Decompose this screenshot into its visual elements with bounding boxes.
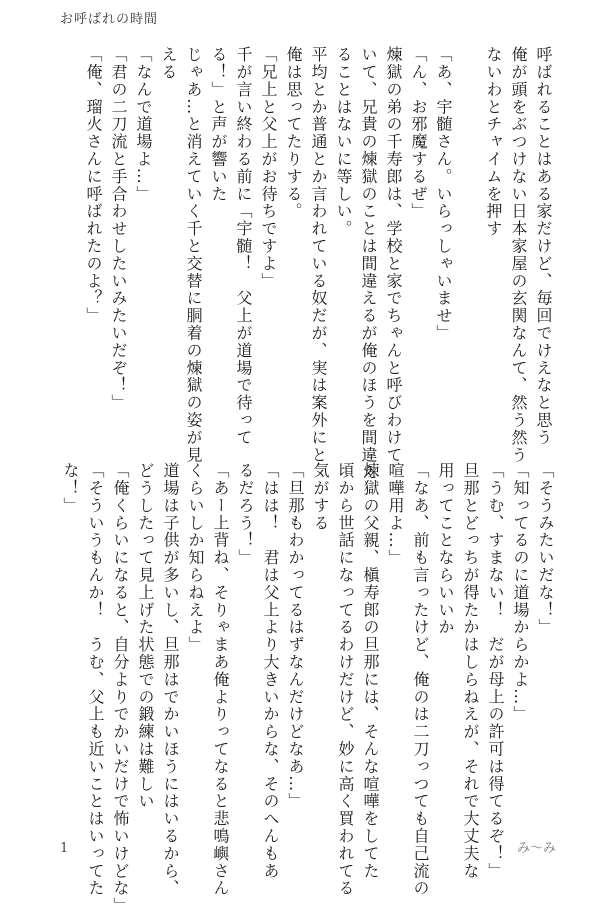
text-line: いて、兄貴の煉獄のことは間違えるが俺のほうを間違え	[359, 46, 378, 481]
text-line: じゃあ…と消えていく千と交替に胴着の煉獄の姿が見	[184, 46, 203, 464]
text-line: るだろう！」	[236, 462, 255, 567]
text-line: 道場は子供が多いし、旦那はでかいほうにはいるから、	[161, 462, 180, 897]
page-number: 1	[60, 841, 69, 856]
text-block-top	[36, 46, 556, 481]
text-line: ないわとチャイムを押す	[484, 46, 503, 238]
text-line: える	[159, 46, 178, 81]
text-line: 気がする	[311, 462, 330, 532]
text-line: 頃から世話になってるわけだけど、妙に高く買われてる	[336, 462, 355, 897]
text-line: 「君の二刀流と手合わせしたいみたいだぞ！」	[109, 46, 128, 412]
text-line: 煉獄の父親、槇寿郎の旦那には、そんな喧嘩をしてた	[361, 462, 380, 880]
text-line: 「知ってるのに道場からかよ…」	[511, 462, 530, 723]
page-header-title: お呼ばれの時間	[60, 12, 159, 27]
text-line: る！」と声が響いた	[209, 46, 228, 203]
text-line: な！」	[61, 462, 80, 515]
text-line: 呼ばれることはある家だけど、毎回でけえなと思う	[534, 46, 553, 447]
text-line: 「旦那もわかってるはずなんだけどなあ…」	[286, 462, 305, 810]
text-line: ることはないに等しい。	[334, 46, 353, 238]
text-line: 「兄上と父上がお待ちですよ」	[259, 46, 278, 290]
text-line: 「うむ、すまない！ だが母上の許可は得てるぞ！」	[486, 462, 505, 880]
text-line: くらいしか知らねえよ」	[186, 462, 205, 654]
text-line: どうしたって見上げた状態での鍛練は難しい	[136, 462, 155, 810]
text-line: 旦那とどっちが得たかはしらねえが、それで大丈夫な	[461, 462, 480, 880]
text-line: 「はは！ 君は父上より大きいからな、そのへんもあ	[261, 462, 280, 880]
text-line: 「あー上背ね、そりゃまあ俺よりってなると悲鳴嶼さん	[211, 462, 230, 897]
text-line: 「なんで道場よ…」	[134, 46, 153, 203]
text-line: 「なあ、前も言ったけど、俺のは二刀っつても自己流の	[411, 462, 430, 897]
author-name: み〜み	[516, 841, 556, 856]
text-line	[456, 46, 481, 418]
text-line: 煉獄の弟の千寿郎は、学校と家でちゃんと呼びわけて	[384, 46, 403, 464]
text-line: 「そうみたいだな！」	[536, 462, 555, 636]
text-line: 「俺くらいになると、自分よりでかいだけで怖いけどな」	[111, 462, 130, 914]
text-line: 用ってことならいいか	[436, 462, 455, 636]
text-line: 千が言い終わる前に「宇髄！ 父上が道場で待って	[234, 46, 253, 447]
text-line: 「俺、瑠火さんに呼ばれたのよ？」	[84, 46, 103, 325]
text-line: 「ん、お邪魔するぜ」	[409, 46, 428, 220]
text-line: 「そういうもんか！ うむ、父上も近いことはいってた	[86, 462, 105, 897]
text-line: 平均とか普通とか言われている奴だが、実は案外にと	[309, 46, 328, 464]
text-line: 喧嘩用よ…」	[386, 462, 405, 567]
text-line: 俺は思ってたりする。	[284, 46, 303, 220]
text-line: 俺が頭をぶつけない日本家屋の玄関なんて、然う然う	[509, 46, 528, 464]
text-line: 「あ、宇髄さん。いらっしゃいませ」	[434, 46, 453, 342]
